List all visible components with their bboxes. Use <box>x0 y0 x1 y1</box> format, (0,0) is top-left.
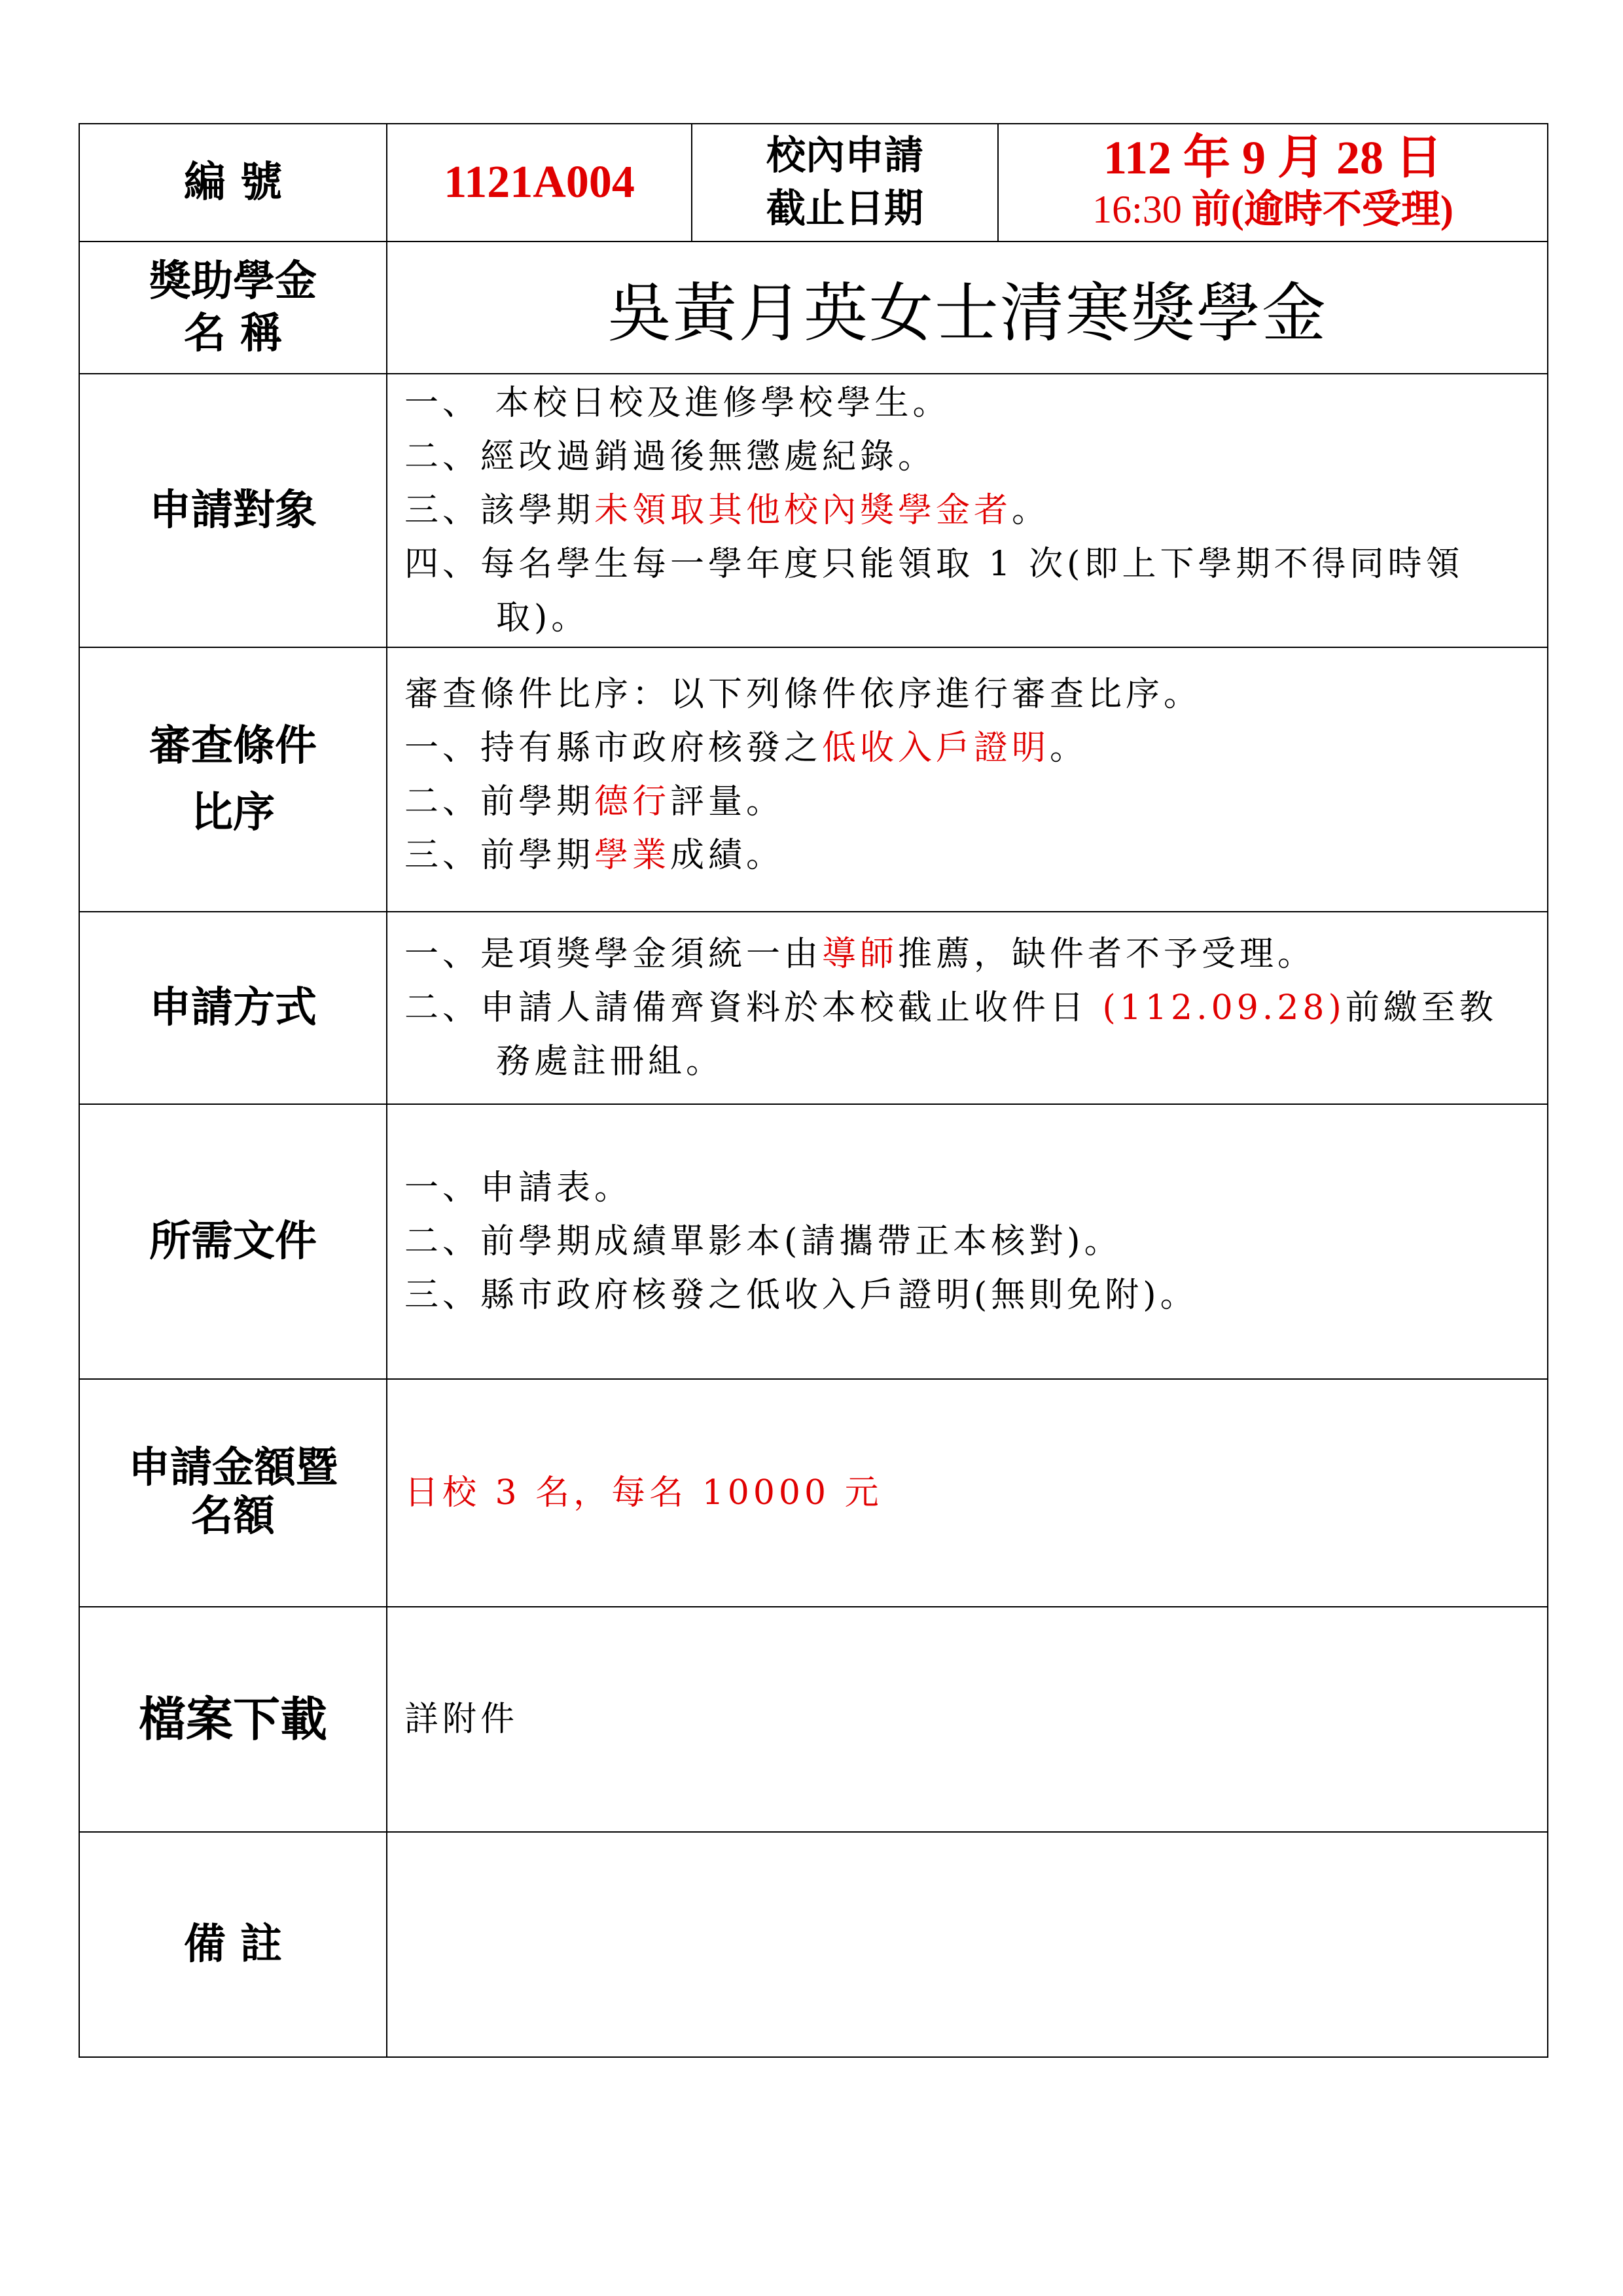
deadline-date: 112 年 9 月 28 日 <box>1103 132 1443 185</box>
list-item: 二、前學期成績單影本(請攜帶正本核對)。 <box>404 1222 1122 1261</box>
list-item: 三、該學期未領取其他校內獎學金者。 <box>404 491 1050 530</box>
documents-content <box>387 1104 1548 1379</box>
id-label: 編 號 <box>79 124 387 242</box>
list-item: 一、持有縣市政府核發之低收入戶證明。 <box>404 728 1088 768</box>
remarks-label: 備 註 <box>79 1832 387 2057</box>
deadline-time: 16:30 前(逾時不受理) <box>1092 187 1454 231</box>
scholarship-name: 吳黃月英女士清寒獎學金 <box>387 242 1548 374</box>
remarks-row <box>79 1832 1548 2057</box>
scholarship-form-table <box>79 123 1548 2058</box>
eligibility-content <box>387 374 1548 647</box>
documents-label: 所需文件 <box>79 1104 387 1379</box>
list-item: 二、前學期德行評量。 <box>404 782 785 821</box>
method-label: 申請方式 <box>79 912 387 1104</box>
list-item: 一、是項獎學金須統一由導師推薦，缺件者不予受理。 <box>404 935 1316 974</box>
eligibility-row <box>79 374 1548 647</box>
download-value: 詳附件 <box>387 1607 1548 1832</box>
eligibility-label: 申請對象 <box>79 374 387 647</box>
deadline-label: 校內申請 截止日期 <box>692 124 998 242</box>
amount-value: 日校 3 名，每名 10000 元 <box>387 1379 1548 1607</box>
review-intro: 審查條件比序：以下列條件依序進行審查比序。 <box>404 675 1202 714</box>
amount-label: 申請金額暨 名額 <box>79 1379 387 1607</box>
download-label: 檔案下載 <box>79 1607 387 1832</box>
review-row <box>79 647 1548 912</box>
deadline-value <box>998 124 1548 242</box>
list-item: 三、縣市政府核發之低收入戶證明(無則免附)。 <box>404 1276 1198 1315</box>
list-item: 一、 本校日校及進修學校學生。 <box>404 384 951 423</box>
method-content <box>387 912 1548 1104</box>
id-value: 1121A004 <box>387 124 692 242</box>
list-item: 四、每名學生每一學年度只能領取 1 次(即上下學期不得同時領取)。 <box>404 545 1464 637</box>
download-row <box>79 1607 1548 1832</box>
method-row <box>79 912 1548 1104</box>
list-item: 三、前學期學業成績。 <box>404 836 785 875</box>
header-row <box>79 124 1548 242</box>
remarks-value <box>387 1832 1548 2057</box>
list-item: 二、經改過銷過後無懲處紀錄。 <box>404 437 936 476</box>
list-item: 一、申請表。 <box>404 1168 633 1208</box>
review-content <box>387 647 1548 912</box>
documents-row <box>79 1104 1548 1379</box>
review-label: 審查條件 比序 <box>79 647 387 912</box>
scholarship-name-row <box>79 242 1548 374</box>
amount-row <box>79 1379 1548 1607</box>
scholarship-name-label: 獎助學金 名 稱 <box>79 242 387 374</box>
list-item: 二、申請人請備齊資料於本校截止收件日 (112.09.28)前繳至教務處註冊組。 <box>404 988 1497 1081</box>
